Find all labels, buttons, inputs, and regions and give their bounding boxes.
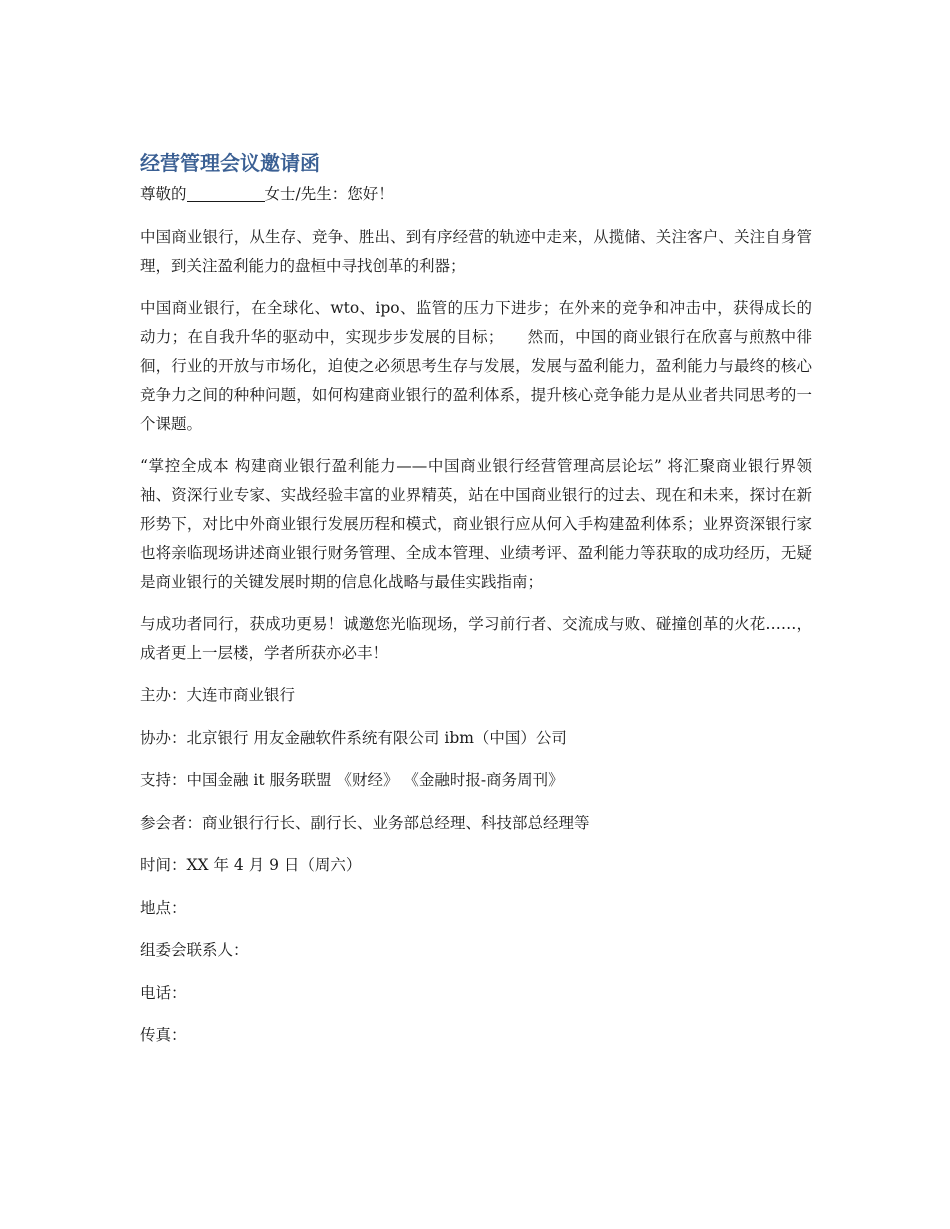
greeting-line [140, 180, 812, 209]
invitation-document [140, 148, 812, 1064]
paragraph-challenges: 中国商业银行，在全球化、wto、ipo、监管的压力下进步；在外来的竞争和冲击中，获得成长的动力；在自我升华的驱动中，实现步步发展的目标； 然而，中国的商业银行在欣喜与煎熬中徘徊，行业的开放与市场化，迫使之必须思考生存与发展，发展与盈利能力，盈利能力与最终的核心竞争力之间的种种问题，如何构建商业银行的盈利体系，提升核心竞争能力是从业者共同思考的一个课题。 [140, 299, 812, 433]
info-attendees: 参会者：商业银行行长、副行长、业务部总经理、科技部总经理等 [140, 813, 590, 832]
info-location: 地点： [140, 898, 187, 917]
info-co-host: 协办：北京银行 用友金融软件系统有限公司 ibm（中国）公司 [140, 728, 567, 747]
name-blank [187, 183, 265, 202]
paragraph-invitation: 与成功者同行，获成功更易！诚邀您光临现场，学习前行者、交流成与败、碰撞创革的火花……，成者更上一层楼，学者所获亦必丰！ [140, 615, 812, 662]
info-fax: 传真： [140, 1026, 187, 1044]
info-host: 主办：大连市商业银行 [140, 686, 296, 704]
greeting-prefix: 尊敬的 [140, 185, 187, 203]
paragraph-intro: 中国商业银行，从生存、竞争、胜出、到有序经营的轨迹中走来，从揽储、关注客户、关注自身管理，到关注盈利能力的盘桓中寻找创革的利器； [140, 228, 812, 275]
info-support: 支持：中国金融 it 服务联盟 《财经》 《金融时报-商务周刊》 [140, 771, 564, 789]
document-title: 经营管理会议邀请函 [140, 151, 320, 175]
info-contact: 组委会联系人： [140, 941, 249, 959]
paragraph-forum: “掌控全成本 构建商业银行盈利能力——中国商业银行经营管理高层论坛” 将汇聚商业银行界领袖、资深行业专家、实战经验丰富的业界精英，站在中国商业银行的过去、现在和未来，探讨在新形势下，对比中外商业银行发展历程和模式，商业银行应从何入手构建盈利体系；业界资深银行家也将亲临现场讲述商业银行财务管理、全成本管理、业绩考评、盈利能力等获取的成功经历，无疑是商业银行的关键发展时期的信息化战略与最佳实践指南； [140, 457, 812, 591]
info-time: 时间：XX 年 4 月 9 日（周六） [140, 856, 362, 874]
info-phone: 电话： [140, 983, 187, 1002]
greeting-suffix: 女士/先生：您好！ [264, 185, 394, 203]
